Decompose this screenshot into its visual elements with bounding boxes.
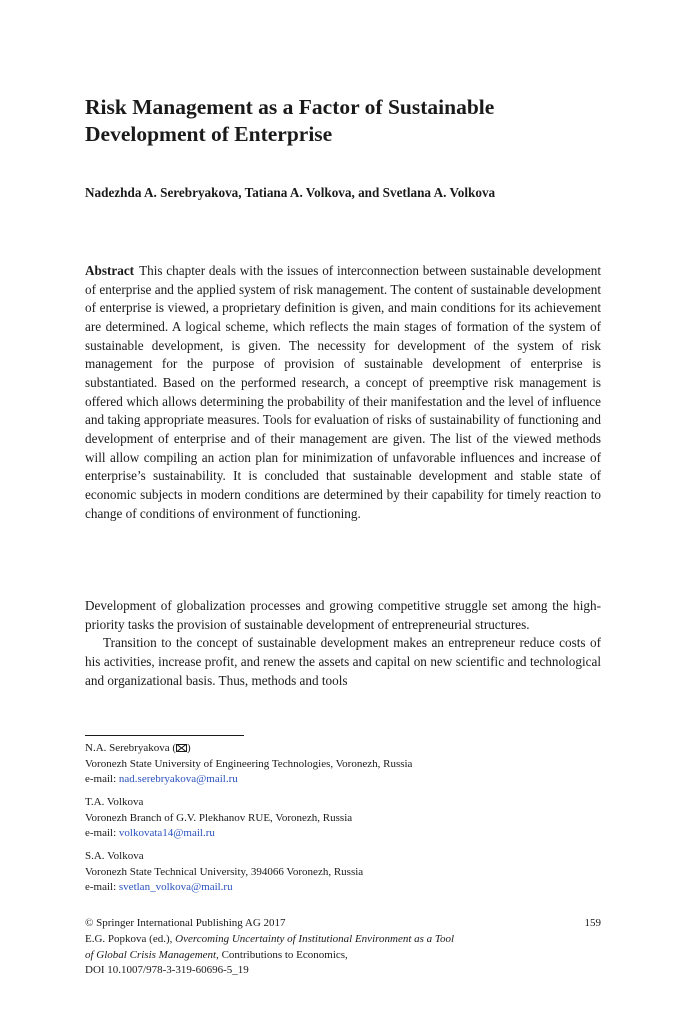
book-title: Overcoming Uncertainty of Institutional Environment as a Tool [175,932,455,945]
affiliation-s-volkova [85,849,601,896]
affiliation-serebryakova [85,741,601,788]
doi-line: DOI 10.1007/978-3-319-60696-5_19 [85,964,249,977]
body-text [85,597,601,690]
body-paragraph-2: Transition to the concept of sustainable development makes an entrepreneur reduce costs of his activities, increase profit, and renew the assets and capital on new scientific and technological and organizational basis. Thus, methods and tools [85,635,601,688]
book-title-cont: of Global Crisis Management [85,948,217,961]
email-link[interactable]: volkovata14@mail.ru [118,827,215,840]
affiliation-institution: Voronezh Branch of G.V. Plekhanov RUE, Voronezh, Russia [85,811,353,824]
affiliation-email-line: e-mail: nad.serebryakova@mail.ru [85,773,238,786]
affiliation-email-line: e-mail: volkovata14@mail.ru [85,827,215,840]
abstract-text: This chapter deals with the issues of interconnection between sustainable development of enterprise and the applied system of risk management. The content of sustainable development of enterprise is viewed, a proprietary definition is given, and main conditions for its achievement are determined. A logical scheme, which reflects the main stages of formation of the system of sustainable development, is given. The necessity for development of the system of risk management for the purpose of provision of sustainable development of enterprise is substantiated. Based on the performed research, a concept of preemptive risk management is offered which allows determining the probability of their manifestation and the level of influence and taking appropriate measures. Tools for evaluation of risks of sustainability of functioning and development of enterprise and of their management are given. The list of the viewed methods will allow compiling an action plan for minimization of unfavorable influences and increase of enterprise’s sustainability. It is concluded that sustainable development and stable state of economic subjects in modern conditions are determined by their capability for timely reaction to change of conditions of environment of functioning. [85,263,601,521]
affiliation-name: N.A. Serebryakova ( ) [85,742,191,754]
affiliation-t-volkova [85,795,601,842]
affiliation-name: S.A. Volkova [85,850,144,862]
author-list: Nadezhda A. Serebryakova, Tatiana A. Volkova, and Svetlana A. Volkova [85,185,496,200]
abstract [85,262,601,523]
copyright-line: © Springer International Publishing AG 2017 [85,917,286,929]
citation-line-1: E.G. Popkova (ed.), Overcoming Uncertainty of Institutional Environment as a Tool [85,932,455,945]
body-paragraph-1: Development of globalization processes and growing competitive struggle set among the high-priority tasks the provision of sustainable development of entrepreneurial structures. [85,598,601,632]
affiliation-institution: Voronezh State University of Engineering Technologies, Voronezh, Russia [85,757,413,770]
footnote-divider [85,735,244,736]
affiliation-email-line: e-mail: svetlan_volkova@mail.ru [85,881,233,894]
abstract-label: Abstract [85,263,135,278]
email-link[interactable]: svetlan_volkova@mail.ru [118,881,233,894]
page-number: 159 [584,917,601,929]
affiliation-name: T.A. Volkova [85,796,144,808]
citation-line-2: of Global Crisis Management, Contributions to Economics, [85,948,348,961]
publication-footer [85,916,601,979]
affiliation-institution: Voronezh State Technical University, 394066 Voronezh, Russia [85,865,364,878]
email-link[interactable]: nad.serebryakova@mail.ru [118,773,238,786]
envelope-icon [176,744,187,752]
chapter-title: Risk Management as a Factor of Sustainable Development of Enterprise [85,95,495,146]
